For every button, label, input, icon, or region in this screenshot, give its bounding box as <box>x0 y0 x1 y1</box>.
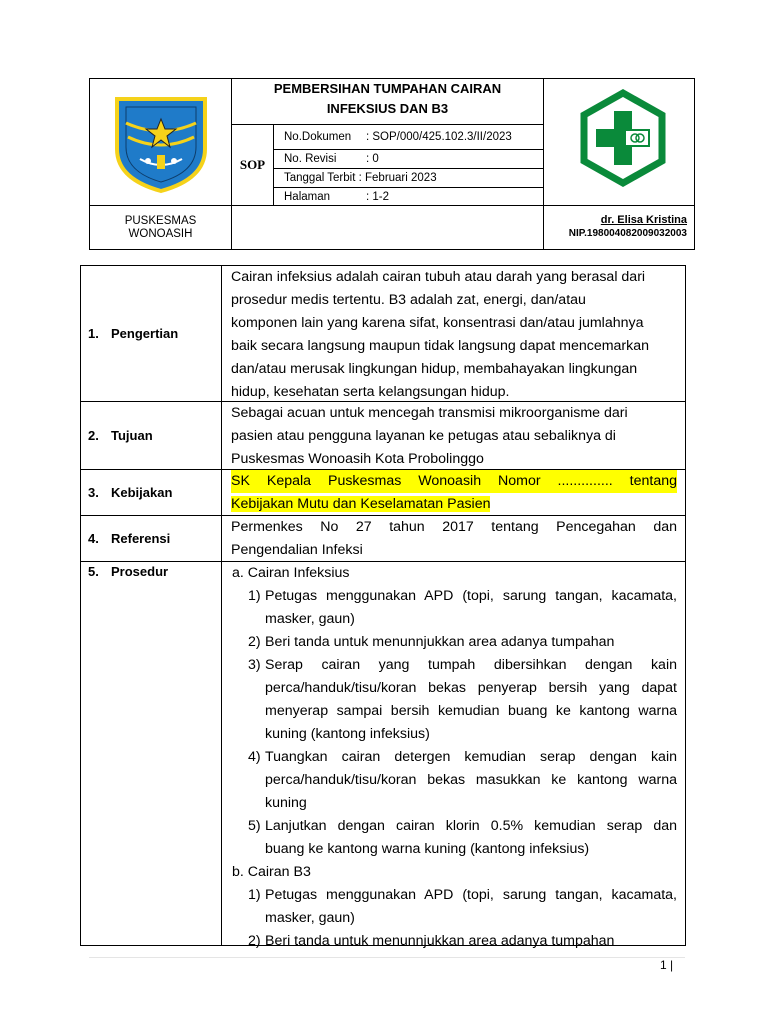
content-kebijakan <box>223 470 685 515</box>
sop-title-line2: INFEKSIUS DAN B3 <box>326 101 449 116</box>
puskesmas-logo-icon <box>544 79 696 206</box>
step-text: Petugas menggunakan APD (topi, sarung tangan, kacamata, masker, gaun) <box>265 887 677 926</box>
org-line1: PUSKESMAS <box>124 215 197 227</box>
section-title: Tujuan <box>111 428 153 443</box>
issue-date-label: Tanggal Terbit <box>284 172 356 184</box>
text-line: SK Kepala Puskesmas Wonoasih Nomor .............. tentang <box>231 470 677 493</box>
page-number: 1 | <box>660 958 674 972</box>
issue-date-row <box>274 169 543 188</box>
regional-crest-icon <box>90 79 232 206</box>
text-line: Permenkes No 27 tahun 2017 tentang Pencegahan dan <box>231 519 677 535</box>
section-title: Referensi <box>111 531 171 546</box>
sop-content-table <box>80 265 686 949</box>
step-text: Tuangkan cairan detergen kemudian serap dengan kain perca/handuk/tisu/koran bekas masukkan ke kantong warna kuning <box>265 749 677 811</box>
section-number: 1. <box>88 326 99 341</box>
section-number: 5. <box>88 564 99 579</box>
issue-date-value: : Februari 2023 <box>358 172 437 184</box>
step-number: 2) <box>248 634 261 650</box>
label-kebijakan <box>81 470 222 515</box>
puskesmas-logo-cell <box>543 79 695 206</box>
text-line: dan/atau merusak lingkungan hidup, membahayakan lingkungan <box>231 361 638 377</box>
revision-row <box>274 150 543 169</box>
doc-number-label: No.Dokumen <box>284 131 352 143</box>
row-kebijakan <box>81 470 685 516</box>
page-value: : 1-2 <box>366 191 390 203</box>
section-number: 3. <box>88 485 99 500</box>
procedure-step <box>231 585 677 631</box>
signer-nip: NIP.198004082009032003 <box>568 228 687 239</box>
procedure-step <box>231 815 677 861</box>
row-referensi <box>81 516 685 562</box>
step-number: 3) <box>248 657 261 673</box>
doc-number-value: : SOP/000/425.102.3/II/2023 <box>366 131 512 143</box>
content-tujuan <box>223 402 685 469</box>
org-line2: WONOASIH <box>128 228 193 240</box>
text-line: hidup, kesehatan serta kelangsungan hidup. <box>231 384 510 400</box>
step-text: Beri tanda untuk menunnjukkan area adanya tumpahan <box>265 933 615 949</box>
doc-number-row <box>274 125 543 150</box>
step-text: Serap cairan yang tumpah dibersihkan dengan kain perca/handuk/tisu/koran bekas penyerap bersih yang dapat menyerap sampai bersih kemudian buang ke kantong warna kuning (kantong infeksius) <box>265 657 677 742</box>
sop-label: SOP <box>232 125 274 206</box>
step-number: 5) <box>248 818 261 834</box>
row-prosedur <box>81 562 685 949</box>
procedure-step <box>231 654 677 746</box>
footer-divider <box>89 957 685 958</box>
revision-label: No. Revisi <box>284 153 337 165</box>
section-number: 4. <box>88 531 99 546</box>
organization-name <box>90 206 232 250</box>
procedure-step <box>231 746 677 815</box>
text-line: Cairan infeksius adalah cairan tubuh atau darah yang berasal dari <box>231 269 646 285</box>
content-prosedur <box>223 562 685 949</box>
section-title: Pengertian <box>111 326 179 341</box>
content-pengertian <box>223 266 685 401</box>
step-text: Petugas menggunakan APD (topi, sarung tangan, kacamata, masker, gaun) <box>265 588 677 627</box>
procedure-step <box>231 930 677 953</box>
text-line: pasien atau pengguna layanan ke petugas atau sebaliknya di <box>231 428 616 444</box>
text-line: komponen lain yang karena sifat, konsentrasi dan/atau jumlahnya <box>231 315 644 331</box>
signer-name: dr. Elisa Kristina <box>600 214 687 226</box>
sop-title-line1: PEMBERSIHAN TUMPAHAN CAIRAN <box>273 81 502 96</box>
label-referensi <box>81 516 222 561</box>
row-pengertian <box>81 266 685 402</box>
section-title: Kebijakan <box>111 485 173 500</box>
label-pengertian <box>81 266 222 401</box>
text-line: Puskesmas Wonoasih Kota Probolinggo <box>231 451 484 467</box>
step-number: 4) <box>248 749 261 765</box>
text-line: Kebijakan Mutu dan Keselamatan Pasien <box>231 496 491 512</box>
text-line: baik secara langsung maupun tidak langsung dapat mencemarkan <box>231 338 650 354</box>
step-text: Beri tanda untuk menunnjukkan area adanya tumpahan <box>265 634 615 650</box>
text-line: Sebagai acuan untuk mencegah transmisi mikroorganisme dari <box>231 405 628 421</box>
content-referensi <box>223 516 685 561</box>
document-info <box>274 125 543 206</box>
row-tujuan <box>81 402 685 470</box>
step-number: 2) <box>248 933 261 949</box>
step-number: 1) <box>248 887 261 903</box>
subsection-heading: a. Cairan Infeksius <box>232 565 350 581</box>
text-line: prosedur medis tertentu. B3 adalah zat, energi, dan/atau <box>231 292 586 308</box>
step-number: 1) <box>248 588 261 604</box>
text-line: Pengendalian Infeksi <box>231 542 363 558</box>
step-text: Lanjutkan dengan cairan klorin 0.5% kemudian serap dan buang ke kantong warna kuning (kantong infeksius) <box>265 818 677 857</box>
section-number: 2. <box>88 428 99 443</box>
procedure-step <box>231 631 677 654</box>
subsection-heading: b. Cairan B3 <box>232 864 311 880</box>
header-blank-cell <box>232 206 543 250</box>
regional-crest-cell <box>90 79 232 206</box>
section-title: Prosedur <box>111 564 169 579</box>
revision-value: : 0 <box>366 153 379 165</box>
page-row <box>274 188 543 206</box>
label-prosedur <box>81 562 222 945</box>
document-header <box>89 78 695 250</box>
sop-title <box>232 79 543 125</box>
label-tujuan <box>81 402 222 469</box>
signature-block <box>543 206 695 250</box>
procedure-step <box>231 884 677 930</box>
page-label: Halaman <box>284 191 331 203</box>
